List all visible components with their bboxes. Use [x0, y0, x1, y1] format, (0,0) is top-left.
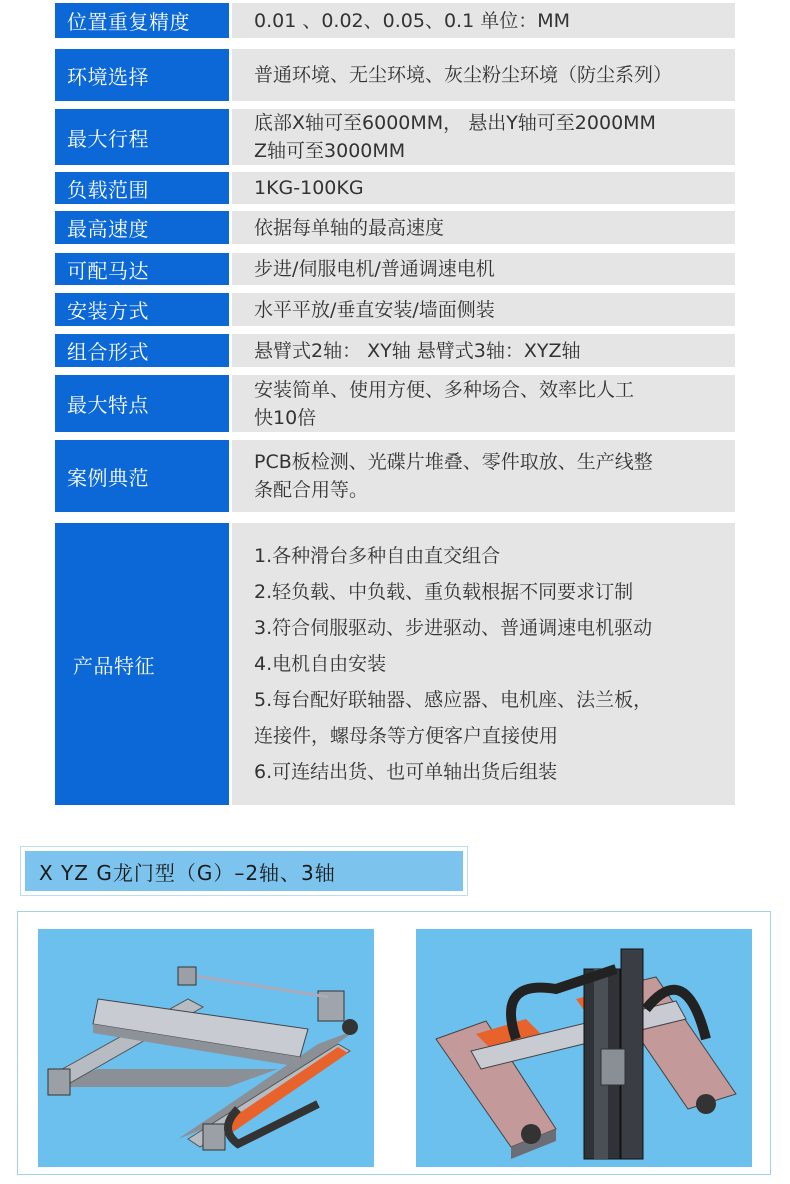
spec-key: 负载范围	[55, 172, 229, 204]
spec-value	[232, 440, 735, 512]
section-title: X YZ G龙门型（G）–2轴、3轴	[25, 851, 463, 891]
spec-value-line: 0.01 、0.02、0.05、0.1 单位：MM	[254, 9, 570, 32]
spec-value-line: 安装简单、使用方便、多种场合、效率比人工	[254, 378, 635, 401]
feature-list	[232, 523, 735, 805]
spec-key: 最大特点	[55, 375, 229, 432]
spec-key: 环境选择	[55, 49, 229, 101]
spec-value-line: 依据每单轴的最高速度	[254, 216, 445, 239]
spec-value-line: 快10倍	[254, 406, 317, 429]
spec-value	[232, 172, 735, 204]
spec-value	[232, 3, 735, 38]
section-title-box	[20, 846, 468, 896]
feature-item: 3.符合伺服驱动、步进驱动、普通调速电机驱动	[254, 617, 653, 639]
spec-value	[232, 49, 735, 101]
gantry-3-axis-image	[416, 929, 752, 1167]
spec-value	[232, 211, 735, 244]
spec-value	[232, 375, 735, 432]
spec-key: 可配马达	[55, 253, 229, 285]
feature-item: 5.每台配好联轴器、感应器、电机座、法兰板，	[254, 689, 653, 711]
spec-value-line: Z轴可至3000MM	[254, 140, 406, 162]
spec-key: 组合形式	[55, 334, 229, 367]
spec-row-max-stroke	[55, 109, 735, 165]
spec-value-line: 悬臂式2轴： XY轴 悬臂式3轴：XYZ轴	[254, 339, 581, 362]
feature-item: 4.电机自由安装	[254, 653, 387, 675]
feature-item: 6.可连结出货、也可单轴出货后组装	[254, 761, 558, 783]
feature-item: 连接件，螺母条等方便客户直接使用	[254, 725, 559, 747]
spec-row-motor	[55, 253, 735, 285]
spec-key: 最高速度	[55, 211, 229, 244]
gantry-3-axis-illustration	[416, 929, 752, 1167]
spec-key: 位置重复精度	[55, 3, 229, 38]
spec-row-environment	[55, 49, 735, 101]
spec-row-features-highlight	[55, 375, 735, 432]
spec-row-load-range	[55, 172, 735, 204]
spec-value-line: 水平平放/垂直安装/墙面侧装	[254, 298, 495, 321]
spec-key: 安装方式	[55, 293, 229, 326]
spec-row-product-features	[55, 523, 735, 805]
spec-key: 案例典范	[55, 440, 229, 512]
spec-row-mounting	[55, 293, 735, 326]
spec-row-repeat-accuracy	[55, 3, 735, 38]
spec-row-cases	[55, 440, 735, 512]
gantry-2-axis-illustration	[38, 929, 374, 1167]
spec-value-line: 1KG-100KG	[254, 177, 364, 199]
spec-value-line: 条配合用等。	[254, 479, 369, 501]
spec-value	[232, 293, 735, 326]
spec-value-line: 普通环境、无尘环境、灰尘粉尘环境（防尘系列）	[254, 64, 673, 86]
product-gallery	[17, 911, 771, 1175]
feature-item: 2.轻负载、中负载、重负载根据不同要求订制	[254, 581, 634, 603]
spec-value-line: 步进/伺服电机/普通调速电机	[254, 258, 495, 280]
spec-value	[232, 253, 735, 285]
feature-item: 1.各种滑台多种自由直交组合	[254, 545, 501, 567]
spec-row-max-speed	[55, 211, 735, 244]
gantry-2-axis-image	[38, 929, 374, 1167]
spec-value	[232, 334, 735, 367]
spec-key: 产品特征	[55, 523, 229, 805]
spec-value-line: PCB板检测、光碟片堆叠、零件取放、生产线整	[254, 451, 653, 473]
spec-key: 最大行程	[55, 109, 229, 165]
spec-value	[232, 109, 735, 165]
spec-value-line: 底部X轴可至6000MM， 悬出Y轴可至2000MM	[254, 112, 656, 134]
spec-row-combination	[55, 334, 735, 367]
